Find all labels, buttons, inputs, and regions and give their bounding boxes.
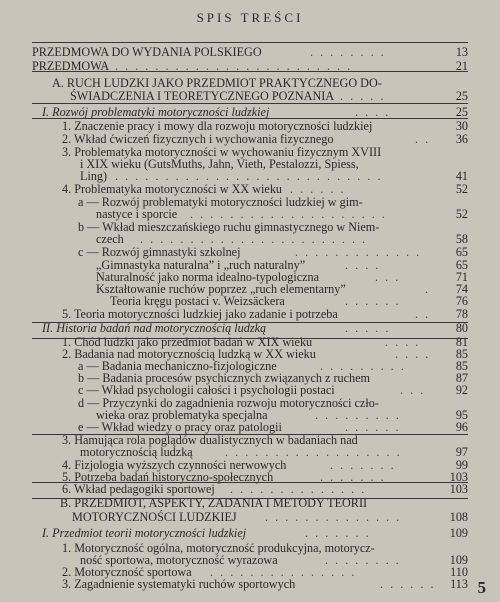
toc-entry [0, 45, 500, 59]
toc-entry-leader-dots: . . . . . . . . [310, 45, 386, 59]
toc-entry-title: 1. Chód ludzki jako przedmiot badań w XIX wieku [62, 335, 313, 349]
toc-entry [0, 307, 500, 321]
toc-entry-page-number: 103 [449, 470, 468, 484]
toc-entry [0, 89, 500, 103]
toc-entry-leader-dots: . . . . . . . . . . . . . . . . . . . . . . . [140, 232, 368, 246]
toc-entry-leader-dots: . . . . . . . . . . . . . . . . . . . . . . . . . . . [115, 169, 383, 183]
toc-entry-leader-dots: . . . . . . . [330, 458, 396, 472]
toc-entry-page-number: 96 [455, 420, 468, 434]
toc-entry-title: „Gimnastyka naturalna” i „ruch naturalny” [96, 258, 306, 272]
toc-entry-leader-dots: . . . . . . [345, 420, 401, 434]
toc-entry-page-number: 21 [455, 59, 468, 73]
toc-entry-page-number: 103 [449, 482, 468, 496]
toc-entry-title: 1. Motoryczność ogólna, motoryczność produkcyjna, motorycz- [62, 541, 375, 555]
toc-entry [0, 294, 500, 308]
toc-entry-title: c — Wkład psychologii całości i psychologii postaci [78, 383, 335, 397]
toc-entry-title: PRZEDMOWA [32, 59, 110, 73]
toc-entry-leader-dots: . . . . [355, 105, 391, 119]
toc-entry-page-number: 85 [455, 359, 468, 373]
toc-entry-page-number: 25 [455, 105, 468, 119]
toc-entry-leader-dots: . . . . . [340, 89, 386, 103]
toc-entry-page-number: 71 [455, 270, 468, 284]
toc-entry-title: 5. Potrzeba badań historyczno-społecznych [62, 470, 274, 484]
toc-entry-page-number: 65 [455, 245, 468, 259]
toc-entry-title: A. RUCH LUDZKI JAKO PRZEDMIOT PRAKTYCZNEGO DO- [52, 76, 382, 90]
toc-entry-leader-dots: . . . . . . . . . [315, 408, 401, 422]
toc-entry-page-number: 109 [449, 526, 468, 540]
toc-entry-title: 2. Motoryczność sportowa [62, 565, 192, 579]
toc-entry-title: a — Rozwój problematyki motoryczności ludzkiej w gim- [78, 195, 363, 209]
toc-entry-title: 4. Problematyka motoryczności w XX wieku [62, 182, 283, 196]
toc-entry-title: b — Wkład mieszczańskiego ruchu gimnastycznego w Niem- [78, 220, 380, 234]
toc-entry-title: nastyce i sporcie [96, 207, 178, 221]
toc-entry [0, 577, 500, 591]
toc-entry-title: b — Badania procesów psychicznych związanych z ruchem [78, 371, 371, 385]
toc-entry [0, 245, 500, 259]
toc-entry-page-number: 13 [455, 45, 468, 59]
toc-entry-title: Naturalność jako norma idealno-typologiczna [96, 270, 320, 284]
page-number: 5 [477, 578, 486, 597]
toc-entry-leader-dots: . . . . . . . . . . . . . . [230, 482, 367, 496]
toc-entry-title: MOTORYCZNOŚCI LUDZKIEJ [72, 510, 237, 524]
toc-entry-title: Kształtowanie ruchów poprzez „ruch elementarny” [96, 282, 346, 296]
toc-entry-page-number: 58 [455, 232, 468, 246]
toc-entry-leader-dots: . . . . . . . . . . . . . . . . . . [225, 445, 402, 459]
toc-entry-title: 2. Wkład ćwiczeń fizycznych i wychowania fizycznego [62, 132, 334, 146]
toc-entry [0, 321, 500, 335]
toc-entry-title: Teoria kręgu postaci v. Weizsäckera [110, 294, 285, 308]
toc-entry-leader-dots: . . . . . . . . . . . . . . . [210, 565, 357, 579]
toc-entry-leader-dots: . . . . . . [380, 577, 436, 591]
toc-entry-title: II. Historia badań nad motorycznością ludzką [42, 321, 267, 335]
toc-entry-leader-dots: . [425, 282, 431, 296]
section-a-rule-bottom [32, 103, 468, 104]
toc-entry-title: ŚWIADCZENIA I TEORETYCZNEGO POZNANIA [70, 89, 335, 103]
toc-entry-leader-dots: . . . . . . . [305, 526, 371, 540]
page-title: SPIS TREŚCI [196, 10, 304, 25]
toc-entry-page-number: 110 [450, 565, 468, 579]
toc-entry [0, 105, 500, 119]
toc-entry [0, 420, 500, 434]
toc-entry-title: I. Przedmiot teorii motoryczności ludzkiej [42, 526, 247, 540]
subsection-i-rule [32, 118, 468, 119]
toc-entry-title: ność sportowa, motoryczność wyrazowa [80, 553, 278, 567]
toc-entry-page-number: 113 [450, 577, 468, 591]
toc-entry-page-number: 52 [455, 207, 468, 221]
toc-entry [0, 169, 500, 183]
toc-entry-title: 2. Badania nad motorycznością ludzką w XX wieku [62, 347, 316, 361]
toc-entry [0, 207, 500, 221]
toc-entry-title: 1. Znaczenie pracy i mowy dla rozwoju motoryczności ludzkiej [62, 119, 373, 133]
toc-entry-page-number: 108 [449, 510, 468, 524]
toc-entry-title: 3. Zagadnienie systematyki ruchów sportowych [62, 577, 296, 591]
toc-entry-leader-dots: . . . . . . . [320, 470, 386, 484]
toc-entry [0, 182, 500, 196]
toc-entry [0, 510, 500, 524]
toc-entry-title: czech [96, 232, 124, 246]
section-b-rule-bottom [32, 482, 468, 483]
toc-entry-page-number: 52 [455, 182, 468, 196]
subsection-ii-rule-bottom [32, 338, 468, 339]
toc-entry-title: B. PRZEDMIOT, ASPEKTY, ZADANIA I METODY TEORII [60, 496, 368, 510]
toc-entry-title: 5. Teoria motoryczności ludzkiej jako zadanie i potrzeba [62, 307, 338, 321]
toc-entry-page-number: 97 [455, 445, 468, 459]
toc-entry-page-number: 85 [455, 347, 468, 361]
toc-entry-page-number: 74 [455, 282, 468, 296]
toc-entry-title: motorycznością ludzką [80, 445, 193, 459]
toc-entry [0, 526, 500, 540]
toc-entry-page-number: 81 [455, 335, 468, 349]
toc-entry-page-number: 36 [455, 132, 468, 146]
toc-entry-leader-dots: . . . . . . . . [325, 553, 401, 567]
toc-entry-title: d — Przyczynki do zagadnienia rozwoju motoryczności czło- [78, 396, 379, 410]
toc-entry-title: a — Badania mechaniczno-fizjologiczne [78, 359, 277, 373]
toc-entry-page-number: 78 [455, 307, 468, 321]
toc-entry-title: c — Rozwój gimnastyki szkolnej [78, 245, 241, 259]
toc-entry-page-number: 109 [449, 553, 468, 567]
toc-entry-page-number: 76 [455, 294, 468, 308]
toc-entry-page-number: 30 [455, 119, 468, 133]
toc-entry [0, 445, 500, 459]
toc-entry-leader-dots: . . . . [345, 258, 381, 272]
toc-entry-title: i XIX wieku (GutsMuths, Jahn, Vieth, Pestalozzi, Spiess, [80, 157, 359, 171]
toc-entry-title: I. Rozwój problematyki motoryczności ludzkiej [42, 105, 270, 119]
toc-entry-title: wieka oraz problematyka specjalna [96, 408, 268, 422]
toc-entry-leader-dots: . . . . . . . . . . . . . . [265, 510, 402, 524]
toc-entry-leader-dots: . . . . . . . . . . . . . . . . . . . . . . . . [115, 59, 353, 73]
toc-entry-leader-dots: . . [415, 132, 431, 146]
toc-entry-page-number: 95 [455, 408, 468, 422]
toc-entry-title: PRZEDMOWA DO WYDANIA POLSKIEGO [32, 45, 262, 59]
toc-entry-title: 3. Hamująca rola poglądów dualistycznych w badaniach nad [62, 433, 358, 447]
top-rule [32, 42, 468, 43]
toc-entry [0, 482, 500, 496]
subsection-b-i-rule [32, 498, 468, 499]
section-a-rule-top [32, 71, 468, 72]
toc-entry-title: Ling) [80, 169, 108, 183]
toc-entry [0, 76, 500, 90]
toc-entry-page-number: 99 [455, 458, 468, 472]
toc-entry-page-number: 80 [455, 321, 468, 335]
toc-entry-leader-dots: . . . [400, 383, 426, 397]
toc-entry [0, 132, 500, 146]
toc-entry [0, 383, 500, 397]
toc-entry-page-number: 92 [455, 383, 468, 397]
toc-entry-page-number: 65 [455, 258, 468, 272]
toc-entry-leader-dots: . . . . . . [290, 182, 346, 196]
toc-entry-title: 3. Problematyka motoryczności w wychowaniu fizycznym XVIII [62, 145, 382, 159]
toc-entry-leader-dots: . . . . [385, 335, 421, 349]
toc-entry-leader-dots: . . . . . [345, 321, 391, 335]
toc-entry-page-number: 87 [455, 371, 468, 385]
toc-entry-leader-dots: . . . [375, 270, 401, 284]
toc-entry-leader-dots: . . . . . . . . . . . . . . . . . . . . [190, 207, 387, 221]
toc-entry [0, 119, 500, 133]
toc-entry-title: 6. Wkład pedagogiki sportowej [62, 482, 215, 496]
toc-entry-leader-dots: . . . . . . . . . . . . . [295, 245, 422, 259]
toc-entry-leader-dots: . . . . . . [345, 294, 401, 308]
toc-entry-leader-dots: . . . . . . . . . [320, 359, 406, 373]
toc-entry-title: 4. Fizjologia wyższych czynności nerwowych [62, 458, 287, 472]
subsection-ii-rule-top [32, 322, 468, 323]
section-b-rule-top [32, 434, 468, 435]
toc-entry-page-number: 41 [455, 169, 468, 183]
toc-entry [0, 232, 500, 246]
toc-entry-page-number: 25 [455, 89, 468, 103]
toc-entry-title: e — Wkład wiedzy o pracy oraz patologii [78, 420, 282, 434]
toc-entry-leader-dots: . . . . [395, 347, 431, 361]
toc-entry-leader-dots: . . [415, 307, 431, 321]
